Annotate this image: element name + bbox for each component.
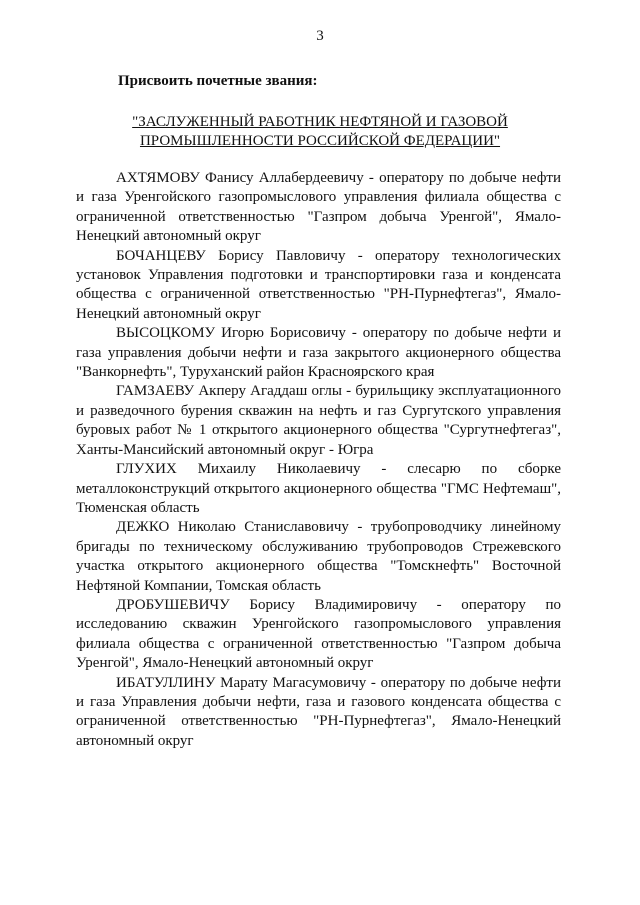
awardee-entry: БОЧАНЦЕВУ Борису Павловичу - оператору технологических установок Управления подготовки и транспортировки газа и конденсата общества с ограниченной ответственностью "РН-Пурнефтегаз", Ямало-Ненецкий автономный округ xyxy=(76,247,561,322)
awardee-entry: АХТЯМОВУ Фанису Аллабердеевичу - оператору по добыче нефти и газа Уренгойского газопромыслового управления филиала общества с ограниченной ответственностью "Газпром добыча Уренгой", Ямало-Ненецкий автономный округ xyxy=(76,170,561,245)
awardee-entry: ДРОБУШЕВИЧУ Борису Владимировичу - оператору по исследованию скважин Уренгойского газопромыслового управления филиала общества с ограниченной ответственностью "Газпром добыча Уренгой", Ямало-Ненецкий автономный округ xyxy=(76,596,561,672)
awardee-list xyxy=(76,169,561,751)
heading: Присвоить почетные звания: xyxy=(118,73,318,89)
honorary-title xyxy=(70,113,570,151)
honorary-title-line-1: "ЗАСЛУЖЕННЫЙ РАБОТНИК НЕФТЯНОЙ И ГАЗОВОЙ xyxy=(132,114,508,130)
awardee-entry: ИБАТУЛЛИНУ Марату Магасумовичу - оператору по добыче нефти и газа Управления добычи нефти, газа и газового конденсата общества с ограниченной ответственностью "РН-Пурнефтегаз", Ямало-Ненецкий автономный округ xyxy=(76,674,561,749)
honorary-title-line-2: ПРОМЫШЛЕННОСТИ РОССИЙСКОЙ ФЕДЕРАЦИИ" xyxy=(139,133,501,149)
awardee-entry: ГЛУХИХ Михаилу Николаевичу - слесарю по сборке металлоконструкций открытого акционерного общества "ГМС Нефтемаш", Тюменская область xyxy=(76,461,561,516)
page-number: 3 xyxy=(316,28,324,44)
awardee-entry: ГАМЗАЕВУ Акперу Агаддаш оглы - бурильщику эксплуатационного и разведочного бурения скважин на нефть и газ Сургутского управления буровых работ № 1 открытого акционерного общества "Сургутнефтегаз", Ханты-Мансийский автономный округ - Югра xyxy=(76,383,561,458)
awardee-entry: ВЫСОЦКОМУ Игорю Борисовичу - оператору по добыче нефти и газа управления добычи нефти и газа закрытого акционерного общества "Ванкорнефть", Туруханский район Красноярского края xyxy=(76,325,561,381)
awardee-entry: ДЕЖКО Николаю Станиславовичу - трубопроводчику линейному бригады по техническому обслуживанию трубопроводов Стрежевского участка открытого акционерного общества "Томскнефть" Восточной Нефтяной Компании, Томская область xyxy=(76,519,561,594)
